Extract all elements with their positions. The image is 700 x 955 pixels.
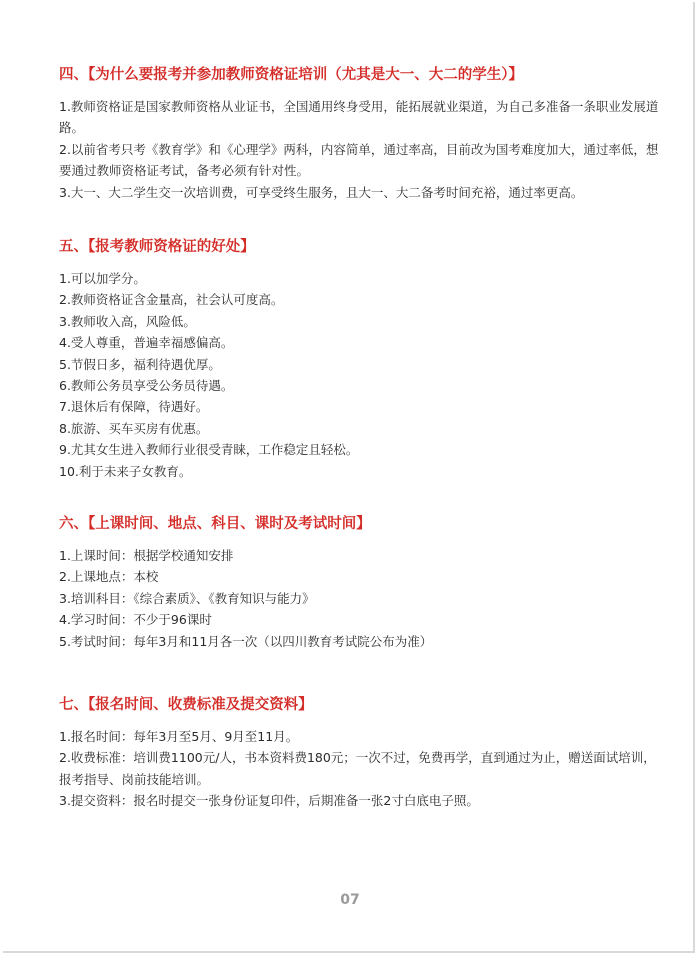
section-heading: 七、【报名时间、收费标准及提交资料】 <box>59 697 313 713</box>
page-number: 07 <box>340 892 360 908</box>
section-heading: 六、【上课时间、地点、科目、课时及考试时间】 <box>59 516 371 532</box>
list-item: 1.教师资格证是国家教师资格从业证书，全国通用终身受用，能拓展就业渠道，为自己多准备一条职业发展道路。 <box>59 99 659 136</box>
item-list <box>59 268 659 482</box>
list-item: 1.可以加学分。 <box>59 271 146 286</box>
list-item: 3.培训科目：《综合素质》、《教育知识与能力》 <box>59 590 315 606</box>
list-item: 7.退休后有保障，待遇好。 <box>59 399 209 415</box>
list-item: 5.考试时间：每年3月和11月各一次（以四川教育考试院公布为准） <box>59 633 433 649</box>
list-item: 4.学习时间：不少于96课时 <box>59 612 212 628</box>
list-item: 2.上课地点：本校 <box>59 569 159 585</box>
section-benefits <box>59 238 659 482</box>
list-item: 2.教师资格证含金量高，社会认可度高。 <box>59 292 284 308</box>
list-item: 9.尤其女生进入教师行业很受青睐，工作稳定且轻松。 <box>59 442 359 458</box>
section-why-enroll <box>59 66 659 203</box>
item-list <box>59 726 659 812</box>
list-item: 10.利于未来子女教育。 <box>59 463 192 479</box>
section-heading: 五、【报考教师资格证的好处】 <box>59 239 255 255</box>
section-heading: 四、【为什么要报考并参加教师资格证培训（尤其是大一、大二的学生）】 <box>59 67 523 83</box>
section-registration <box>59 696 659 812</box>
item-list <box>59 96 659 203</box>
item-list <box>59 545 659 652</box>
list-item: 2.以前省考只考《教育学》和《心理学》两科，内容简单，通过率高，目前改为国考难度加大，通过率低，想要通过教师资格证考试，备考必须有针对性。 <box>59 141 659 179</box>
list-item: 5.节假日多，福利待遇优厚。 <box>59 356 221 372</box>
list-item: 1.上课时间：根据学校通知安排 <box>59 548 234 563</box>
section-schedule <box>59 515 659 652</box>
list-item: 8.旅游、买车买房有优惠。 <box>59 420 209 436</box>
list-item: 3.提交资料：报名时提交一张身份证复印件，后期准备一张2寸白底电子照。 <box>59 793 479 809</box>
list-item: 1.报名时间：每年3月至5月、9月至11月。 <box>59 729 299 744</box>
list-item: 6.教师公务员享受公务员待遇。 <box>59 378 234 394</box>
list-item: 4.受人尊重，普遍幸福感偏高。 <box>59 335 234 351</box>
list-item: 3.大一、大二学生交一次培训费，可享受终生服务，且大一、大二备考时间充裕，通过率更高。 <box>59 184 584 200</box>
list-item: 2.收费标准：培训费1100元/人，书本资料费180元；一次不过，免费再学，直到通过为止，赠送面试培训，报考指导、岗前技能培训。 <box>59 750 656 787</box>
list-item: 3.教师收入高，风险低。 <box>59 313 196 329</box>
